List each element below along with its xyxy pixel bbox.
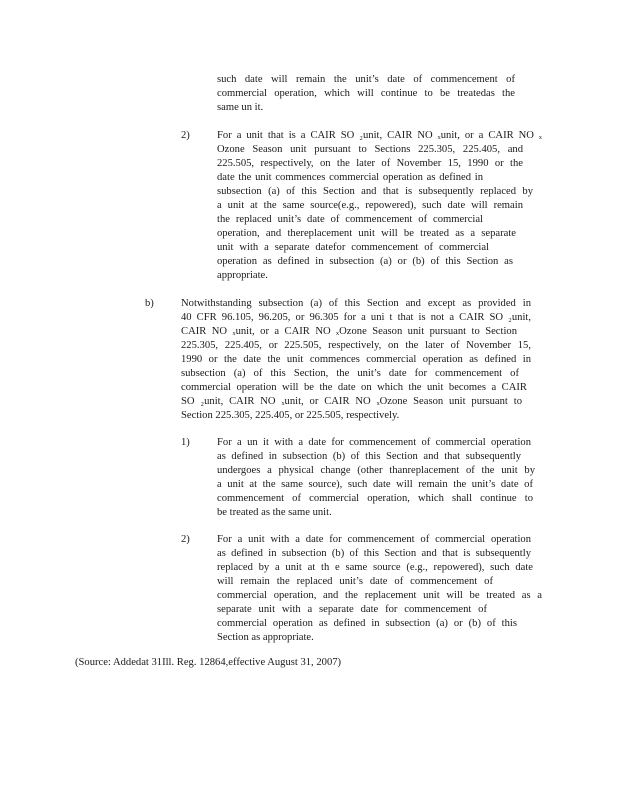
- text-line: Notwithstanding subsection (a) of this Section and except as provided in: [181, 298, 531, 309]
- item-marker: 2): [181, 534, 190, 545]
- text-line: For a unit with a date for commencement of commercial operation: [217, 534, 531, 545]
- text-line: commercial operation will be the date on which the unit becomes a CAIR: [181, 382, 527, 393]
- text-line: a unit at the same source(e.g., repowered), such date will remain: [217, 200, 523, 211]
- text-line: separate unit with a separate date for commencement of: [217, 604, 487, 615]
- text-line: appropriate.: [217, 270, 268, 281]
- text-line: commencement of commercial operation, which shall continue to: [217, 493, 533, 504]
- item-marker: 2): [181, 130, 190, 141]
- item-marker: b): [145, 298, 154, 309]
- text-line: Ozone Season unit pursuant to Sections 225.305, 225.405, and: [217, 144, 523, 155]
- item-marker: 1): [181, 437, 190, 448]
- text-line: be treated as the same unit.: [217, 507, 332, 518]
- text-line: commercial operation as defined in subsection (a) or (b) of this: [217, 618, 517, 629]
- text-line: For a un it with a date for commencement of commercial operation: [217, 437, 531, 448]
- text-line: SO ₂unit, CAIR NO ₓunit, or CAIR NO ₓOzone Season unit pursuant to: [181, 396, 522, 407]
- text-line: unit with a separate datefor commencement of commercial: [217, 242, 489, 253]
- text-line: a unit at the same source), such date will remain the unit’s date of: [217, 479, 533, 490]
- paragraph-b1: [217, 436, 533, 520]
- continuation-paragraph: [217, 73, 515, 115]
- text-line: same un it.: [217, 102, 264, 113]
- text-line: date the unit commences commercial operation as defined in: [217, 172, 483, 183]
- text-line: Section 225.305, 225.405, or 225.505, respectively.: [181, 410, 400, 421]
- text-line: will remain the replaced unit’s date of commencement of: [217, 576, 493, 587]
- text-line: 1990 or the date the unit commences commercial operation as defined in: [181, 354, 531, 365]
- text-line: subsection (a) of this Section and that is subsequently replaced by: [217, 186, 533, 197]
- text-line: CAIR NO ₓunit, or a CAIR NO ₓOzone Season unit pursuant to Section: [181, 326, 517, 337]
- text-line: operation as defined in subsection (a) or (b) of this Section as: [217, 256, 513, 267]
- paragraph-b2: [217, 533, 542, 645]
- text-line: 225.505, respectively, on the later of November 15, 1990 or the: [217, 158, 523, 169]
- text-line: operation, and thereplacement unit will be treated as a separate: [217, 228, 516, 239]
- text-line: commercial operation, and the replacement unit will be treated as a: [217, 590, 542, 601]
- paragraph-a2: [217, 129, 542, 283]
- text-line: subsection (a) of this Section, the unit’s date for commencement of: [181, 368, 519, 379]
- text-line: as defined in subsection (b) of this Section and that is subsequently: [217, 548, 531, 559]
- text-line: commercial operation, which will continue to be treatedas the: [217, 88, 515, 99]
- text-line: 40 CFR 96.105, 96.205, or 96.305 for a uni t that is not a CAIR SO ₂unit,: [181, 312, 531, 323]
- text-line: as defined in subsection (b) of this Section and that subsequently: [217, 451, 521, 462]
- text-line: undergoes a physical change (other thanreplacement of the unit by: [217, 465, 535, 476]
- text-line: replaced by a unit at th e same source (e.g., repowered), such date: [217, 562, 533, 573]
- text-line: Section as appropriate.: [217, 632, 314, 643]
- paragraph-b: [181, 297, 531, 423]
- text-line: the replaced unit’s date of commencement of commercial: [217, 214, 483, 225]
- text-line: 225.305, 225.405, or 225.505, respectively, on the later of November 15,: [181, 340, 531, 351]
- text-line: For a unit that is a CAIR SO ₂unit, CAIR NO ₓunit, or a CAIR NO ₓ: [217, 130, 542, 141]
- source-note: (Source: Addedat 31Ill. Reg. 12864,effective August 31, 2007): [75, 657, 342, 668]
- text-line: such date will remain the unit’s date of commencement of: [217, 74, 515, 85]
